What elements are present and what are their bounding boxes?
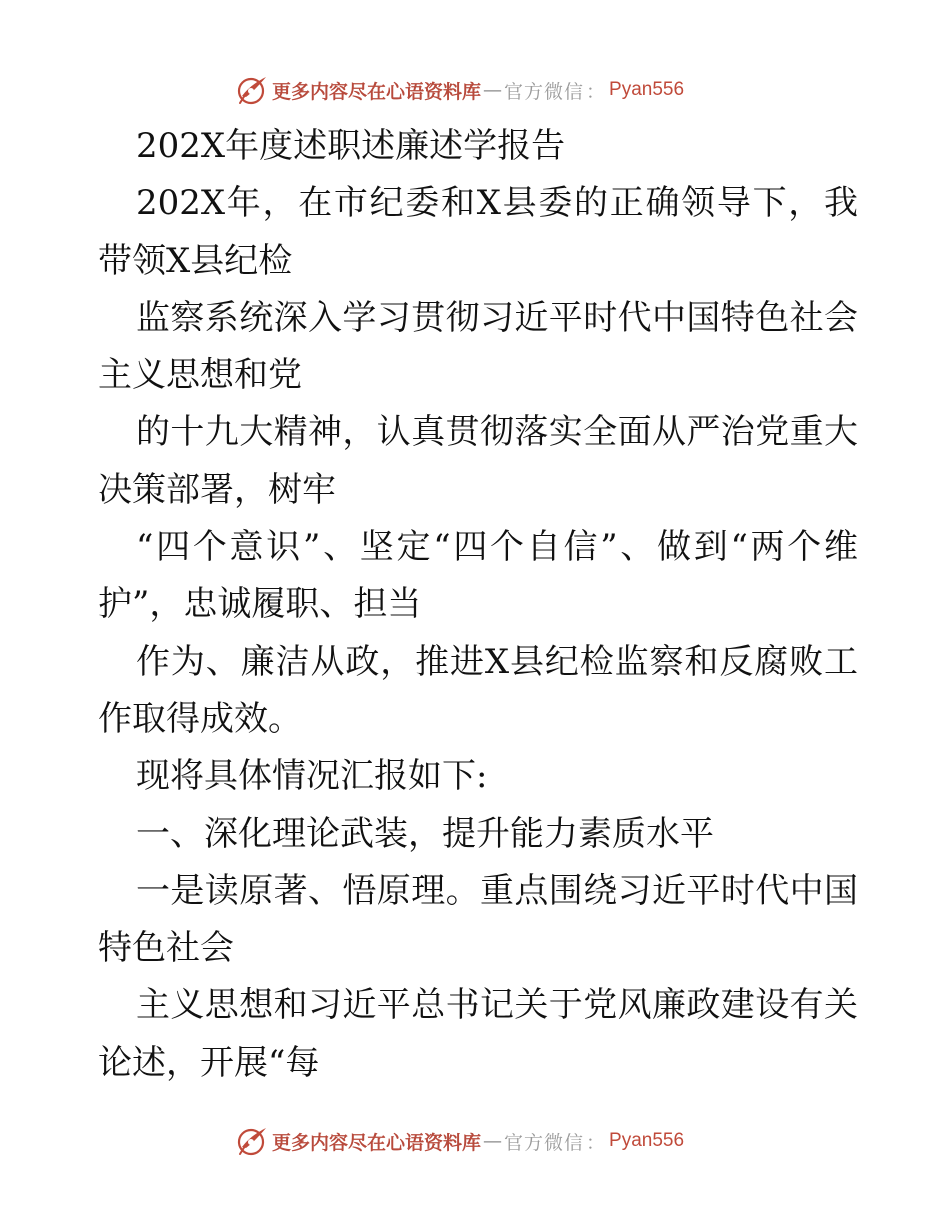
quill-pen-logo-icon: [236, 1125, 268, 1157]
paragraph: 主义思想和习近平总书记关于党风廉政建设有关论述，开展“每: [98, 985, 858, 1083]
wechat-label: 官方微信: [504, 80, 585, 103]
paragraph: “四个意识”、坚定“四个自信”、做到“两个维护”，忠诚履职、担当: [98, 527, 858, 625]
banner-text: 更多内容尽在心语资料库: [272, 80, 482, 103]
wechat-label: 官方微信: [504, 1131, 585, 1154]
paragraph: 一是读原著、悟原理。重点围绕习近平时代中国特色社会: [98, 870, 858, 969]
wechat-id: Pyan556: [609, 79, 685, 100]
banner-colon: ：: [586, 80, 606, 103]
banner-text: 更多内容尽在心语资料库: [272, 1131, 482, 1154]
banner-separator: —: [483, 79, 503, 101]
header-banner: [236, 73, 684, 107]
paragraph: 作为、廉洁从政，推进X县纪检监察和反腐败工作取得成效。: [98, 641, 858, 739]
footer-banner: [236, 1124, 684, 1158]
quill-pen-logo-icon: [236, 74, 268, 106]
paragraph: 的十九大精神，认真贯彻落实全面从严治党重大决策部署，树牢: [98, 412, 858, 510]
paragraph: 现将具体情况汇报如下:: [136, 756, 488, 797]
paragraph: 监察系统深入学习贯彻习近平时代中国特色社会主义思想和党: [98, 297, 858, 396]
paragraph: 202X年，在市纪委和X县委的正确领导下，我带领X县纪检: [98, 183, 858, 281]
document-title: 202X年度述职述廉述学报告: [136, 126, 566, 166]
section-heading: 一、深化理论武装，提升能力素质水平: [136, 813, 714, 854]
wechat-id: Pyan556: [609, 1130, 685, 1151]
banner-separator: —: [483, 1130, 503, 1152]
banner-colon: ：: [586, 1131, 606, 1154]
document-body: [98, 118, 858, 1092]
